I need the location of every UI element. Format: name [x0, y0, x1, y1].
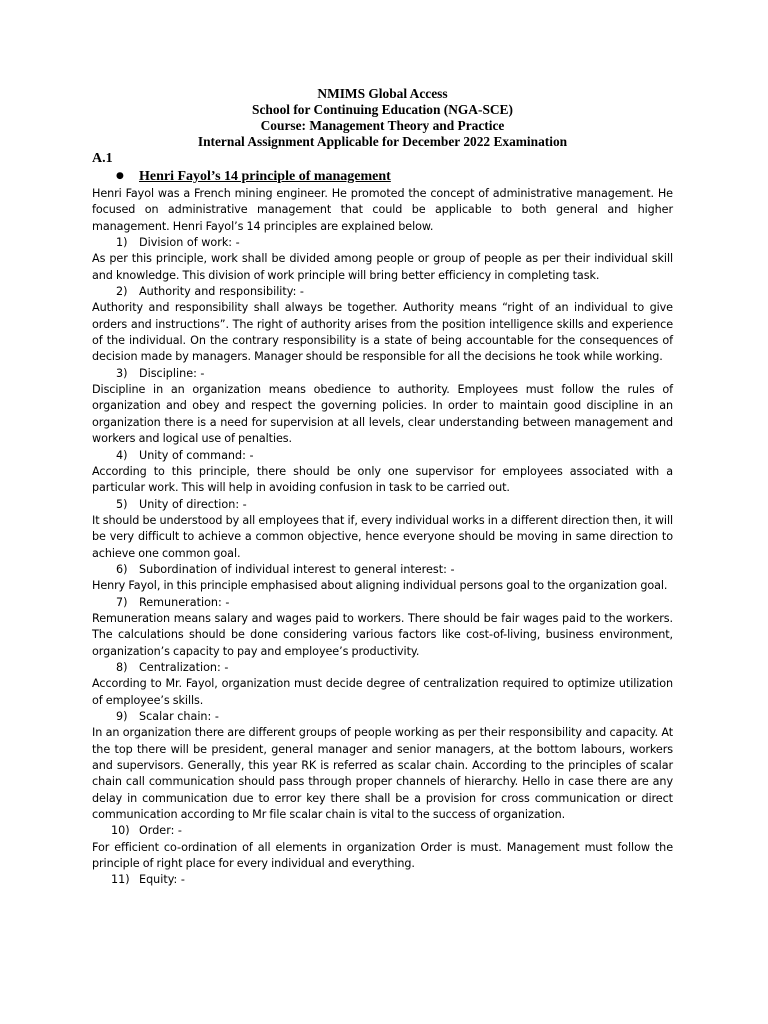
- principle-text: Remuneration means salary and wages paid to workers. There should be fair wages paid to the workers. The calculations should be done considering various factors like cost-of-living, business environment, organization’s capacity to pay and employee’s productivity.: [92, 611, 673, 658]
- principle-number: 1): [116, 236, 128, 250]
- principle-number: 10): [111, 824, 130, 838]
- principle-title: [92, 284, 673, 300]
- principle-label: Centralization: -: [139, 660, 229, 674]
- principle-text: In an organization there are different groups of people working as per their responsibility and capacity. At the top there will be president, general manager and senior managers, at the bottom labours, workers and supervisors. Generally, this year RK is referred as scalar chain. According to the principles of scalar chain call communication should pass through proper channels of hierarchy. Hello in case there are any delay in communication due to error key there shall be a provision for cross communication or direct communication according to Mr file scalar chain is vital to the success of organization.: [92, 726, 673, 822]
- principle-title: [92, 497, 673, 513]
- principle-label: Remuneration: -: [139, 595, 230, 609]
- principle-number: 9): [116, 710, 128, 723]
- document-page: [92, 86, 673, 889]
- principle-number: 4): [116, 448, 128, 462]
- principle-title: [92, 448, 673, 464]
- principle-title: [92, 235, 673, 251]
- principle-title: [92, 562, 673, 578]
- principle-number: 11): [111, 873, 130, 887]
- answer-id: A.1: [92, 151, 113, 166]
- header-school: School for Continuing Education (NGA-SCE): [252, 102, 513, 117]
- principle-text: According to Mr. Fayol, organization must decide degree of centralization required to optimize utilization of employee’s skills.: [92, 677, 673, 707]
- principle-label: Order: -: [139, 824, 182, 838]
- principle-label: Division of work: -: [139, 236, 240, 250]
- principle-title: [92, 872, 673, 888]
- document-header: [92, 86, 673, 150]
- principle-title: [92, 595, 673, 611]
- principle-title: [92, 366, 673, 382]
- section-heading: [116, 167, 673, 186]
- principle-label: Scalar chain: -: [139, 710, 219, 723]
- header-institution: NMIMS Global Access: [317, 86, 448, 101]
- principle-label: Equity: -: [139, 873, 185, 887]
- principle-title: [92, 660, 673, 676]
- principle-label: Authority and responsibility: -: [139, 285, 304, 299]
- principle-text: According to this principle, there should be only one supervisor for employees associated with a particular work. This will help in avoiding confusion in task to be carried out.: [92, 464, 673, 495]
- header-assignment: Internal Assignment Applicable for December 2022 Examination: [197, 134, 568, 149]
- section-title: Henri Fayol’s 14 principle of management: [139, 169, 391, 184]
- principle-title: [92, 823, 673, 839]
- principle-label: Unity of command: -: [139, 448, 254, 462]
- principle-number: 8): [116, 660, 128, 674]
- principle-text: Discipline in an organization means obedience to authority. Employees must follow the rules of organization and obey and respect the governing policies. In order to maintain good discipline in an organization there is a need for supervision at all levels, clear understanding between management and workers and logical use of penalties.: [92, 383, 673, 446]
- principle-text: As per this principle, work shall be divided among people or group of people as per their individual skill and knowledge. This division of work principle will bring better efficiency in completing task.: [92, 252, 673, 282]
- principle-text: For efficient co-ordination of all elements in organization Order is must. Management must follow the principle of right place for every individual and everything.: [92, 840, 673, 871]
- bullet-icon: ●: [116, 171, 124, 181]
- principle-label: Subordination of individual interest to general interest: -: [139, 562, 455, 576]
- principle-label: Discipline: -: [139, 366, 205, 380]
- principle-text: It should be understood by all employees that if, every individual works in a different direction then, it will be very difficult to achieve a common objective, hence everyone should be moving in same direction to achieve one common goal.: [92, 513, 673, 560]
- principle-number: 3): [116, 366, 128, 380]
- principle-number: 6): [116, 562, 128, 576]
- header-course: Course: Management Theory and Practice: [260, 118, 505, 133]
- principle-number: 7): [116, 595, 128, 609]
- principle-number: 2): [116, 285, 128, 299]
- principle-label: Unity of direction: -: [139, 497, 247, 511]
- principle-number: 5): [116, 497, 128, 511]
- principle-text: Authority and responsibility shall always be together. Authority means “right of an individual to give orders and instructions”. The right of authority arises from the position intelligence skills and experience of the individual. On the contrary responsibility is a state of being accountable for the consequences of decision made by managers. Manager should be responsible for all the decisions he took while working.: [92, 301, 673, 364]
- principle-text: Henry Fayol, in this principle emphasised about aligning individual persons goal to the organization goal.: [92, 579, 668, 593]
- principle-title: [92, 709, 673, 725]
- intro-paragraph: Henri Fayol was a French mining engineer. He promoted the concept of administrative management. He focused on administrative management that could be applicable to both general and higher management. Henri Fayol’s 14 principles are explained below.: [92, 187, 673, 233]
